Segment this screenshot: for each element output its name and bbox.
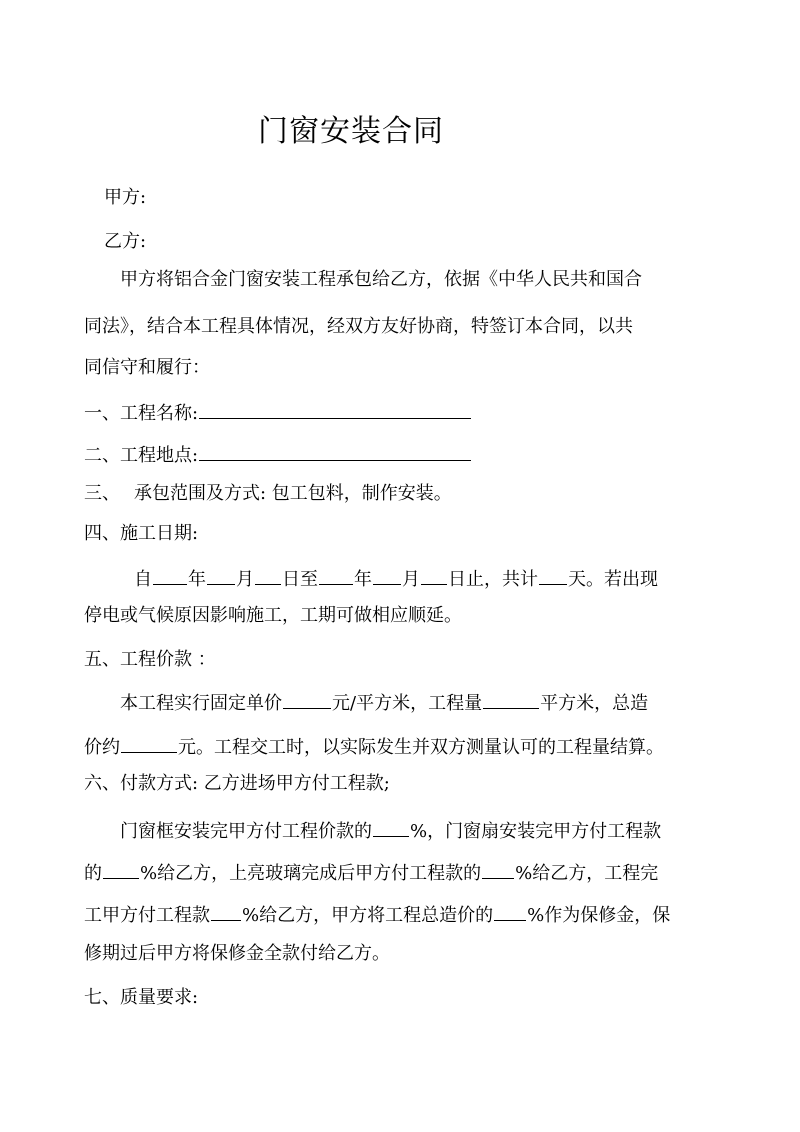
payment-line-4: 修期过后甲方将保修金全款付给乙方。 xyxy=(84,943,390,964)
scope-row xyxy=(84,482,452,506)
schedule-month2: 月 xyxy=(402,569,420,590)
glass-percent-blank xyxy=(482,858,514,879)
scope-label: 三、 xyxy=(84,483,120,504)
payment-line-1 xyxy=(120,816,661,844)
project-location-label: 二、工程地点: xyxy=(84,445,199,466)
intro-line-1: 甲方将铝合金门窗安装工程承包给乙方，依据《中华人民共和国合 xyxy=(120,269,642,290)
unit-price-blank xyxy=(283,688,331,709)
page-title: 门窗安装合同 xyxy=(258,114,444,149)
price-line-2 xyxy=(84,732,664,760)
project-name-blank xyxy=(199,398,471,419)
intro-line-2: 同法》，结合本工程具体情况，经双方友好协商，特签订本合同，以共 xyxy=(84,316,633,337)
payment-line-3 xyxy=(84,900,670,928)
price-text-4: 价约 xyxy=(84,737,120,758)
price-text-1: 本工程实行固定单价 xyxy=(120,693,282,714)
project-location-blank xyxy=(199,440,471,461)
frame-percent-blank xyxy=(373,816,409,837)
sash-percent-blank xyxy=(103,858,139,879)
project-location-row xyxy=(84,440,472,468)
warranty-percent-blank xyxy=(494,900,526,921)
price-text-2: 元/平方米，工程量 xyxy=(332,693,483,714)
schedule-year: 年 xyxy=(188,569,206,590)
end-month-blank xyxy=(373,564,401,585)
start-day-blank xyxy=(255,564,281,585)
end-year-blank xyxy=(319,564,353,585)
project-name-row xyxy=(84,398,472,426)
schedule-day-to: 日至 xyxy=(282,569,318,590)
price-text-5: 元。工程交工时，以实际发生并双方测量认可的工程量结算。 xyxy=(178,737,664,758)
start-month-blank xyxy=(207,564,235,585)
total-days-blank xyxy=(539,564,567,585)
schedule-month: 月 xyxy=(236,569,254,590)
scope-content: 承包范围及方式: 包工包料，制作安装。 xyxy=(134,483,452,504)
party-b-line: 乙方: xyxy=(104,231,147,252)
schedule-line-1 xyxy=(134,564,658,592)
schedule-year2: 年 xyxy=(354,569,372,590)
schedule-day-end: 日止，共计 xyxy=(448,569,538,590)
payment-text-c2: %给乙方，甲方将工程总造价的 xyxy=(242,905,494,926)
schedule-label: 四、施工日期: xyxy=(84,523,199,544)
project-name-label: 一、工程名称: xyxy=(84,403,199,424)
end-day-blank xyxy=(421,564,447,585)
completion-percent-blank xyxy=(211,900,241,921)
payment-text-a1: 门窗框安装完甲方付工程价款的 xyxy=(120,821,372,842)
payment-text-a2: %，门窗扇安装完甲方付工程款 xyxy=(410,821,662,842)
price-line-1 xyxy=(120,688,648,716)
payment-label: 六、付款方式: 乙方进场甲方付工程款; xyxy=(84,773,390,794)
total-price-blank xyxy=(121,732,177,753)
payment-text-b3: %给乙方，工程完 xyxy=(515,863,659,884)
schedule-line-2: 停电或气候原因影响施工，工期可做相应顺延。 xyxy=(84,605,462,626)
payment-text-c1: 工甲方付工程款 xyxy=(84,905,210,926)
payment-text-c3: %作为保修金，保 xyxy=(527,905,671,926)
start-year-blank xyxy=(153,564,187,585)
schedule-from: 自 xyxy=(134,569,152,590)
quantity-blank xyxy=(483,688,539,709)
schedule-days-tail: 天。若出现 xyxy=(568,569,658,590)
party-a-line: 甲方: xyxy=(104,187,147,208)
quality-label: 七、质量要求: xyxy=(84,987,199,1008)
payment-text-b2: %给乙方，上亮玻璃完成后甲方付工程款的 xyxy=(140,863,482,884)
payment-text-b1: 的 xyxy=(84,863,102,884)
intro-line-3: 同信守和履行： xyxy=(84,357,210,378)
price-text-3: 平方米，总造 xyxy=(540,693,649,714)
payment-line-2 xyxy=(84,858,658,886)
price-label: 五、工程价款 ： xyxy=(84,649,216,670)
